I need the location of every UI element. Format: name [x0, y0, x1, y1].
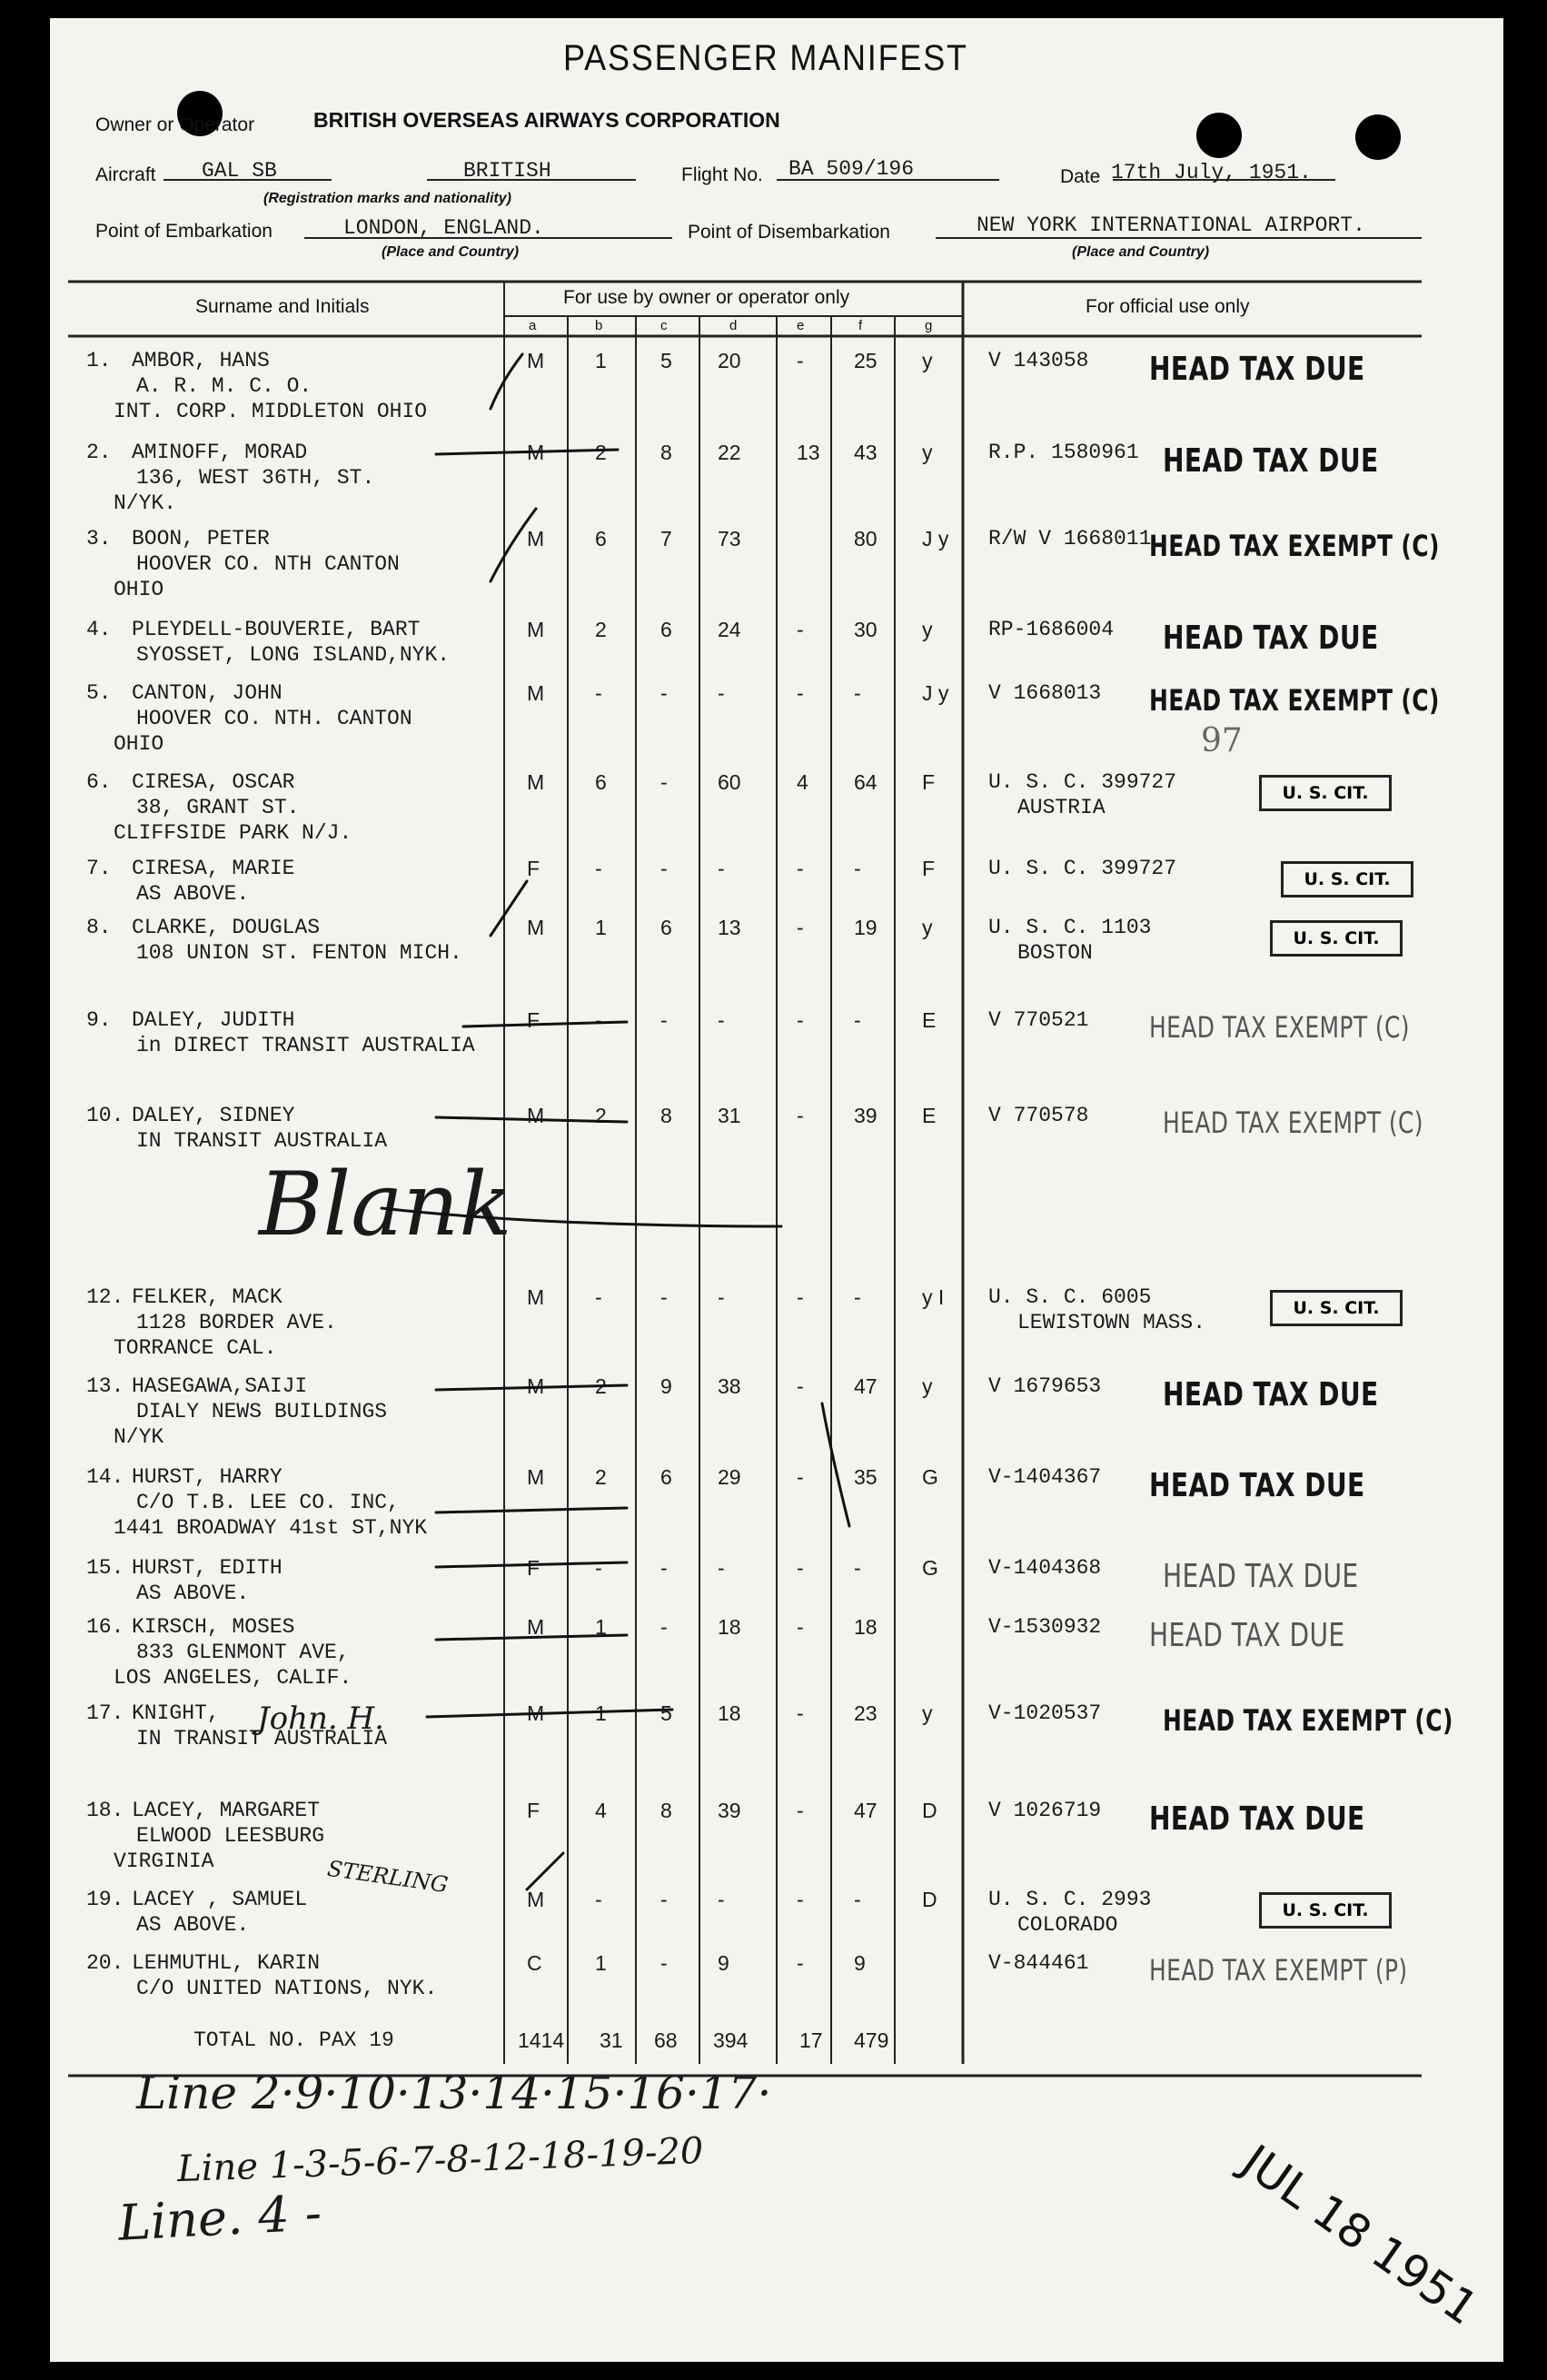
cell-e: -	[797, 1104, 804, 1127]
cell-c: 8	[660, 1104, 672, 1127]
passenger-address-2: OHIO	[114, 578, 164, 601]
handwritten-first-name: John. H.	[257, 1701, 384, 1737]
column-letter: b	[595, 318, 603, 333]
cell-g: E	[922, 1104, 937, 1127]
official-note: COLORADO	[1017, 1913, 1118, 1937]
passenger-name: KNIGHT,	[132, 1701, 220, 1725]
cell-e: -	[797, 1701, 804, 1725]
cell-c: 8	[660, 1799, 672, 1822]
cell-c: 6	[660, 618, 672, 641]
cell-a: F	[527, 1799, 540, 1822]
row-number: 5.	[86, 681, 112, 705]
cell-d: 18	[718, 1615, 741, 1639]
official-number: U. S. C. 1103	[988, 916, 1152, 939]
status-stamp: HEAD TAX DUE	[1149, 1617, 1345, 1654]
official-number: V 770521	[988, 1008, 1089, 1032]
cell-d: 29	[718, 1465, 741, 1489]
cell-d: -	[718, 681, 725, 705]
cell-e: -	[797, 1008, 804, 1032]
cell-c: 5	[660, 349, 672, 372]
passenger-name: CLARKE, DOUGLAS	[132, 916, 321, 939]
passenger-address-2: VIRGINIA	[114, 1849, 214, 1873]
row-number: 12.	[86, 1285, 124, 1309]
cell-c: 8	[660, 441, 672, 464]
official-number: V 770578	[988, 1104, 1089, 1127]
cell-d: -	[718, 1008, 725, 1032]
cell-d: -	[718, 1888, 725, 1911]
passenger-name: HASEGAWA,SAIJI	[132, 1374, 308, 1398]
column-letter: c	[660, 318, 668, 333]
cell-c: -	[660, 681, 668, 705]
cell-g: y	[922, 916, 933, 939]
cell-g: y	[922, 349, 933, 372]
passenger-address: AS ABOVE.	[136, 1582, 250, 1605]
passenger-address: AS ABOVE.	[136, 882, 250, 906]
status-stamp: HEAD TAX EXEMPT (C)	[1163, 1106, 1423, 1140]
cell-b: 1	[595, 1951, 607, 1975]
passenger-address-2: LOS ANGELES, CALIF.	[114, 1666, 352, 1690]
passenger-address: C/O UNITED NATIONS, NYK.	[136, 1977, 438, 2000]
cell-d: 13	[718, 916, 741, 939]
total-c: 68	[654, 2028, 678, 2052]
cell-g: y I	[922, 1285, 945, 1309]
official-number: V-1530932	[988, 1615, 1102, 1639]
passenger-address: IN TRANSIT AUSTRALIA	[136, 1727, 388, 1750]
status-stamp: HEAD TAX EXEMPT (C)	[1163, 1703, 1453, 1738]
col-owner-header: For use by owner or operator only	[563, 287, 850, 308]
row-number: 14.	[86, 1465, 124, 1489]
cell-g: y	[922, 618, 933, 641]
passenger-address: IN TRANSIT AUSTRALIA	[136, 1129, 388, 1153]
passenger-name: PLEYDELL-BOUVERIE, BART	[132, 618, 421, 641]
status-stamp: HEAD TAX EXEMPT (C)	[1149, 1010, 1410, 1045]
cell-b: 1	[595, 916, 607, 939]
cell-g: y	[922, 441, 933, 464]
cell-f: -	[854, 681, 861, 705]
cell-a: M	[527, 441, 545, 464]
cell-b: -	[595, 857, 602, 880]
cell-a: F	[527, 1008, 540, 1032]
cell-f: 18	[854, 1615, 878, 1639]
row-number: 2.	[86, 441, 112, 464]
cell-g: G	[922, 1556, 938, 1580]
official-number: V 1679653	[988, 1374, 1102, 1398]
official-note: AUSTRIA	[1017, 796, 1106, 819]
cell-c: -	[660, 857, 668, 880]
passenger-address: C/O T.B. LEE CO. INC,	[136, 1491, 400, 1514]
passenger-name: CANTON, JOHN	[132, 681, 283, 705]
cell-d: 20	[718, 349, 741, 372]
col-surname-header: Surname and Initials	[195, 296, 370, 317]
cell-f: 30	[854, 618, 878, 641]
cell-e: -	[797, 681, 804, 705]
cell-f: 9	[854, 1951, 866, 1975]
passenger-address: SYOSSET, LONG ISLAND,NYK.	[136, 643, 451, 667]
total-e: 17	[799, 2028, 823, 2052]
cell-f: 47	[854, 1374, 878, 1398]
row-number: 4.	[86, 618, 112, 641]
passenger-address: 833 GLENMONT AVE,	[136, 1641, 350, 1664]
cell-e: -	[797, 1799, 804, 1822]
cell-c: -	[660, 1008, 668, 1032]
cell-b: 4	[595, 1799, 607, 1822]
cell-b: 2	[595, 441, 607, 464]
status-stamp: HEAD TAX DUE	[1149, 351, 1365, 388]
cell-b: 2	[595, 618, 607, 641]
cell-e: -	[797, 1285, 804, 1309]
official-number: V-1404367	[988, 1465, 1102, 1489]
cell-a: C	[527, 1951, 542, 1975]
cell-e: 4	[797, 770, 808, 794]
cell-f: -	[854, 1556, 861, 1580]
cell-d: -	[718, 1285, 725, 1309]
cell-b: -	[595, 681, 602, 705]
passenger-name: LACEY , SAMUEL	[132, 1888, 308, 1911]
cell-e: 13	[797, 441, 820, 464]
passenger-name: CIRESA, MARIE	[132, 857, 295, 880]
cell-a: M	[527, 1374, 545, 1398]
cell-g: D	[922, 1799, 937, 1822]
cell-c: 7	[660, 527, 672, 550]
cell-d: 24	[718, 618, 741, 641]
row-number: 7.	[86, 857, 112, 880]
page-number: 97	[1201, 722, 1243, 759]
cell-b: 6	[595, 527, 607, 550]
disembark-label: Point of Disembarkation	[688, 222, 890, 243]
cell-c: -	[660, 1556, 668, 1580]
cell-g: D	[922, 1888, 937, 1911]
cell-c: 6	[660, 916, 672, 939]
page-title: PASSENGER MANIFEST	[563, 38, 968, 78]
flight-value: BA 509/196	[788, 157, 915, 181]
passenger-name: HURST, EDITH	[132, 1556, 283, 1580]
cell-e: -	[797, 1374, 804, 1398]
passenger-address: 38, GRANT ST.	[136, 796, 300, 819]
row-number: 3.	[86, 527, 112, 550]
cell-g: J y	[922, 681, 949, 705]
cell-f: -	[854, 1888, 861, 1911]
passenger-address-2: OHIO	[114, 732, 164, 756]
cell-f: 80	[854, 527, 878, 550]
cell-e: -	[797, 1615, 804, 1639]
cell-f: 35	[854, 1465, 878, 1489]
cell-c: -	[660, 1285, 668, 1309]
cell-b: 1	[595, 1615, 607, 1639]
passenger-address: in DIRECT TRANSIT AUSTRALIA	[136, 1034, 475, 1057]
column-letter: e	[797, 318, 805, 333]
cell-d: 73	[718, 527, 741, 550]
embark-value: LONDON, ENGLAND.	[343, 216, 544, 240]
flight-label: Flight No.	[681, 164, 763, 185]
official-number: U. S. C. 399727	[988, 857, 1177, 880]
cell-f: 39	[854, 1104, 878, 1127]
cell-g: F	[922, 857, 936, 880]
row-number: 9.	[86, 1008, 112, 1032]
cell-c: 6	[660, 1465, 672, 1489]
date-value: 17th July, 1951.	[1111, 161, 1312, 184]
cell-d: -	[718, 857, 725, 880]
received-date-stamp: JUL 18 1951	[1232, 2135, 1488, 2335]
passenger-address: 136, WEST 36TH, ST.	[136, 466, 375, 490]
total-b: 31	[600, 2028, 623, 2052]
passenger-name: LEHMUTHL, KARIN	[132, 1951, 321, 1975]
status-stamp: HEAD TAX DUE	[1163, 442, 1379, 480]
cell-f: 47	[854, 1799, 878, 1822]
cell-a: M	[527, 1615, 545, 1639]
signature-line-2: Line 1-3-5-6-7-8-12-18-19-20	[176, 2129, 705, 2191]
official-number: R.P. 1580961	[988, 441, 1139, 464]
passenger-name: AMINOFF, MORAD	[132, 441, 308, 464]
official-note: BOSTON	[1017, 941, 1093, 965]
cell-e: -	[797, 857, 804, 880]
cell-b: 2	[595, 1465, 607, 1489]
cell-c: 9	[660, 1374, 672, 1398]
official-number: V-1404368	[988, 1556, 1102, 1580]
embark-label: Point of Embarkation	[95, 221, 273, 242]
registration-caption: (Registration marks and nationality)	[263, 191, 511, 206]
row-number: 18.	[86, 1799, 124, 1822]
official-number: U. S. C. 2993	[988, 1888, 1152, 1911]
cell-d: 38	[718, 1374, 741, 1398]
cell-e: -	[797, 1951, 804, 1975]
cell-f: -	[854, 1285, 861, 1309]
passenger-name: DALEY, SIDNEY	[132, 1104, 295, 1127]
cell-a: M	[527, 527, 545, 550]
column-letter: a	[529, 318, 537, 333]
status-stamp: HEAD TAX EXEMPT (C)	[1149, 683, 1440, 718]
cell-a: M	[527, 681, 545, 705]
cell-a: M	[527, 1888, 545, 1911]
cell-a: M	[527, 916, 545, 939]
cell-c: -	[660, 1951, 668, 1975]
cell-e: -	[797, 349, 804, 372]
cell-b: 1	[595, 1701, 607, 1725]
official-number: U. S. C. 399727	[988, 770, 1177, 794]
cell-a: M	[527, 349, 545, 372]
total-f: 479	[854, 2028, 889, 2052]
cell-a: M	[527, 770, 545, 794]
cell-g: J y	[922, 527, 949, 550]
cell-c: -	[660, 1615, 668, 1639]
official-number: V-1020537	[988, 1701, 1102, 1725]
row-number: 16.	[86, 1615, 124, 1639]
passenger-address: AS ABOVE.	[136, 1913, 250, 1937]
passenger-address: HOOVER CO. NTH CANTON	[136, 552, 400, 576]
passenger-name: KIRSCH, MOSES	[132, 1615, 295, 1639]
cell-a: M	[527, 1285, 545, 1309]
passenger-address-2: INT. CORP. MIDDLETON OHIO	[114, 400, 428, 423]
cell-f: 43	[854, 441, 878, 464]
row-number: 6.	[86, 770, 112, 794]
signature-line-1: Line 2·9·10·13·14·15·16·17·	[136, 2067, 772, 2119]
cell-f: 64	[854, 770, 878, 794]
disembark-value: NEW YORK INTERNATIONAL AIRPORT.	[977, 213, 1365, 237]
cell-f: 23	[854, 1701, 878, 1725]
cell-d: 22	[718, 441, 741, 464]
row-number: 13.	[86, 1374, 124, 1398]
cell-f: -	[854, 1008, 861, 1032]
column-letter: d	[729, 318, 738, 333]
cell-c: -	[660, 770, 668, 794]
cell-d: 18	[718, 1701, 741, 1725]
passenger-address-2: N/YK.	[114, 491, 177, 515]
disembark-caption: (Place and Country)	[1072, 244, 1210, 260]
passenger-address-2: N/YK	[114, 1425, 164, 1449]
cell-g: F	[922, 770, 936, 794]
status-stamp: HEAD TAX DUE	[1163, 1558, 1359, 1595]
owner-label: Owner or Operator	[95, 114, 255, 135]
cell-e: -	[797, 916, 804, 939]
status-stamp: HEAD TAX DUE	[1149, 1467, 1365, 1504]
passenger-address: DIALY NEWS BUILDINGS	[136, 1400, 388, 1423]
cell-g: y	[922, 1374, 933, 1398]
passenger-address: 1128 BORDER AVE.	[136, 1311, 337, 1334]
cell-e: -	[797, 1556, 804, 1580]
cell-f: 25	[854, 349, 878, 372]
column-letter: f	[858, 318, 863, 333]
status-stamp: HEAD TAX DUE	[1149, 1800, 1365, 1838]
row-number: 15.	[86, 1556, 124, 1580]
passenger-address-2: CLIFFSIDE PARK N/J.	[114, 821, 352, 845]
totals-label: TOTAL NO. PAX 19	[193, 2028, 394, 2052]
passenger-address-2: TORRANCE CAL.	[114, 1336, 277, 1360]
official-number: V-844461	[988, 1951, 1089, 1975]
us-citizen-stamp: U. S. CIT.	[1270, 920, 1403, 957]
us-citizen-stamp: U. S. CIT.	[1259, 775, 1392, 811]
blank-handwriting: Blank	[259, 1154, 512, 1255]
passenger-name: HURST, HARRY	[132, 1465, 283, 1489]
status-stamp: HEAD TAX DUE	[1163, 1376, 1379, 1413]
passenger-address-2: 1441 BROADWAY 41st ST,NYK	[114, 1516, 428, 1540]
status-stamp: HEAD TAX EXEMPT (C)	[1149, 529, 1440, 563]
nationality-value: BRITISH	[463, 159, 551, 183]
cell-a: M	[527, 1465, 545, 1489]
total-d: 394	[713, 2028, 749, 2052]
cell-g: G	[922, 1465, 938, 1489]
passenger-address: A. R. M. C. O.	[136, 374, 312, 398]
cell-b: -	[595, 1556, 602, 1580]
cell-f: -	[854, 857, 861, 880]
passenger-name: AMBOR, HANS	[132, 349, 270, 372]
passenger-address: HOOVER CO. NTH. CANTON	[136, 707, 412, 730]
row-number: 8.	[86, 916, 112, 939]
row-number: 1.	[86, 349, 112, 372]
official-number: R/W V 1668011	[988, 527, 1152, 550]
cell-d: -	[718, 1556, 725, 1580]
row-number: 20.	[86, 1951, 124, 1975]
official-number: U. S. C. 6005	[988, 1285, 1152, 1309]
cell-b: -	[595, 1285, 602, 1309]
cell-d: 60	[718, 770, 741, 794]
passenger-name: CIRESA, OSCAR	[132, 770, 295, 794]
status-stamp: HEAD TAX EXEMPT (P)	[1149, 1953, 1408, 1988]
us-citizen-stamp: U. S. CIT.	[1270, 1290, 1403, 1326]
passenger-address: ELWOOD LEESBURG	[136, 1824, 325, 1848]
cell-b: 2	[595, 1374, 607, 1398]
cell-e: -	[797, 1465, 804, 1489]
official-number: RP-1686004	[988, 618, 1115, 641]
official-number: V 1026719	[988, 1799, 1102, 1822]
column-letter: g	[925, 318, 933, 333]
cell-b: 6	[595, 770, 607, 794]
cell-c: -	[660, 1888, 668, 1911]
col-official-header: For official use only	[1086, 296, 1250, 317]
total-a: 1414	[518, 2028, 565, 2052]
cell-g: y	[922, 1701, 933, 1725]
cell-f: 19	[854, 916, 878, 939]
cell-a: F	[527, 857, 540, 880]
cell-b: -	[595, 1008, 602, 1032]
cell-d: 39	[718, 1799, 741, 1822]
signature-line-3: Line. 4 -	[116, 2184, 323, 2252]
official-number: V 1668013	[988, 681, 1102, 705]
passenger-name: DALEY, JUDITH	[132, 1008, 295, 1032]
us-citizen-stamp: U. S. CIT.	[1281, 861, 1413, 897]
cell-e: -	[797, 618, 804, 641]
cell-d: 9	[718, 1951, 729, 1975]
passenger-name: LACEY, MARGARET	[132, 1799, 321, 1822]
passenger-name: FELKER, MACK	[132, 1285, 283, 1309]
cell-c: 5	[660, 1701, 672, 1725]
us-citizen-stamp: U. S. CIT.	[1259, 1892, 1392, 1929]
cell-a: M	[527, 1104, 545, 1127]
cell-b: -	[595, 1888, 602, 1911]
official-note: LEWISTOWN MASS.	[1017, 1311, 1206, 1334]
row-number: 17.	[86, 1701, 124, 1725]
cell-d: 31	[718, 1104, 741, 1127]
aircraft-label: Aircraft	[95, 164, 156, 185]
aircraft-value: GAL SB	[202, 159, 277, 183]
date-label: Date	[1060, 166, 1101, 187]
cell-g: E	[922, 1008, 937, 1032]
cell-e: -	[797, 1888, 804, 1911]
passenger-name: BOON, PETER	[132, 527, 270, 550]
cell-a: M	[527, 1701, 545, 1725]
owner-value: BRITISH OVERSEAS AIRWAYS CORPORATION	[313, 108, 780, 132]
handwritten-middle-name: STERLING	[325, 1855, 450, 1899]
cell-a: F	[527, 1556, 540, 1580]
embark-caption: (Place and Country)	[382, 244, 520, 260]
cell-b: 2	[595, 1104, 607, 1127]
cell-b: 1	[595, 349, 607, 372]
official-number: V 143058	[988, 349, 1089, 372]
status-stamp: HEAD TAX DUE	[1163, 620, 1379, 657]
row-number: 10.	[86, 1104, 124, 1127]
cell-a: M	[527, 618, 545, 641]
passenger-address: 108 UNION ST. FENTON MICH.	[136, 941, 462, 965]
row-number: 19.	[86, 1888, 124, 1911]
